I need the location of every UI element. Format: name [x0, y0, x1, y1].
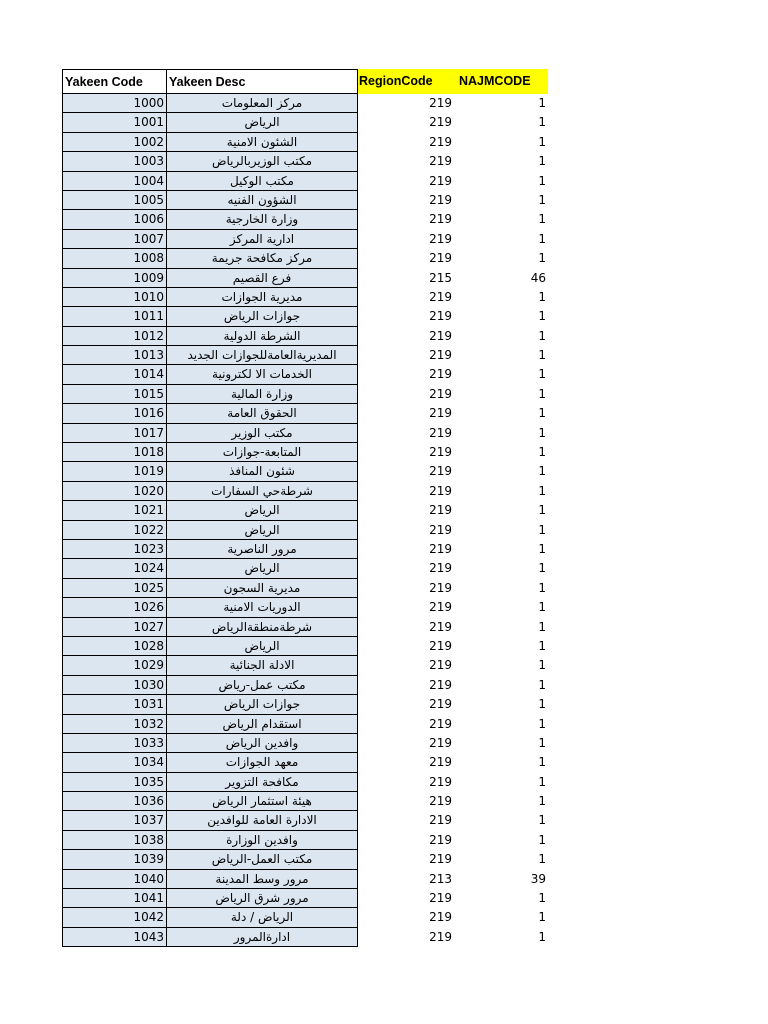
- region-code-cell[interactable]: 219: [429, 96, 452, 110]
- yakeen-desc-cell[interactable]: الرياض / دلة: [167, 908, 358, 927]
- yakeen-code-cell[interactable]: 1024: [62, 559, 167, 578]
- yakeen-code-cell[interactable]: 1038: [62, 831, 167, 850]
- yakeen-desc-cell[interactable]: الرياض: [167, 113, 358, 132]
- region-code-cell[interactable]: 219: [429, 154, 452, 169]
- najm-code-cell[interactable]: 1: [538, 541, 546, 556]
- yakeen-code-cell[interactable]: 1040: [62, 870, 167, 889]
- najm-code-cell[interactable]: 1: [538, 212, 546, 227]
- yakeen-desc-cell[interactable]: مديرية السجون: [167, 579, 358, 598]
- yakeen-desc-cell[interactable]: وزارة المالية: [167, 385, 358, 404]
- najm-code-cell[interactable]: 1: [538, 755, 546, 770]
- region-code-cell[interactable]: 219: [429, 910, 452, 925]
- yakeen-desc-cell[interactable]: مكتب الوزير: [167, 424, 358, 443]
- najm-code-cell[interactable]: 1: [538, 561, 546, 576]
- region-code-cell[interactable]: 219: [429, 638, 452, 653]
- yakeen-desc-cell[interactable]: الرياض: [167, 521, 358, 540]
- yakeen-code-cell[interactable]: 1014: [62, 365, 167, 384]
- yakeen-code-cell[interactable]: 1026: [62, 598, 167, 617]
- najm-code-cell[interactable]: 1: [538, 134, 546, 149]
- region-code-cell[interactable]: 219: [429, 464, 452, 479]
- najm-code-cell[interactable]: 1: [538, 464, 546, 479]
- najm-code-cell[interactable]: 1: [538, 638, 546, 653]
- region-code-cell[interactable]: 219: [429, 134, 452, 149]
- yakeen-desc-cell[interactable]: الرياض: [167, 637, 358, 656]
- yakeen-desc-cell[interactable]: ادارية المركز: [167, 230, 358, 249]
- najm-code-cell[interactable]: 1: [538, 251, 546, 266]
- najm-code-cell[interactable]: 1: [538, 289, 546, 304]
- yakeen-code-cell[interactable]: 1016: [62, 404, 167, 423]
- yakeen-desc-cell[interactable]: مكتب الوكيل: [167, 172, 358, 191]
- najm-code-cell[interactable]: 1: [538, 929, 546, 944]
- region-code-cell[interactable]: 219: [429, 600, 452, 615]
- yakeen-desc-cell[interactable]: مكتب الوزيربالرياض: [167, 152, 358, 171]
- yakeen-code-cell[interactable]: 1028: [62, 637, 167, 656]
- najm-code-cell[interactable]: 1: [538, 483, 546, 498]
- region-code-cell[interactable]: 219: [429, 522, 452, 537]
- najm-code-cell[interactable]: 39: [530, 871, 546, 886]
- yakeen-code-cell[interactable]: 1041: [62, 889, 167, 908]
- yakeen-desc-cell[interactable]: وافدين الرياض: [167, 734, 358, 753]
- yakeen-desc-cell[interactable]: الرياض: [167, 559, 358, 578]
- yakeen-desc-cell[interactable]: جوازات الرياض: [167, 695, 358, 714]
- region-code-cell[interactable]: 219: [429, 716, 452, 731]
- yakeen-desc-cell[interactable]: مركز مكافحة جريمة: [167, 249, 358, 268]
- najm-code-cell[interactable]: 1: [538, 192, 546, 207]
- yakeen-desc-cell[interactable]: استقدام الرياض: [167, 715, 358, 734]
- yakeen-code-cell[interactable]: 1019: [62, 462, 167, 481]
- yakeen-code-cell[interactable]: 1039: [62, 850, 167, 869]
- yakeen-desc-cell[interactable]: مرور وسط المدينة: [167, 870, 358, 889]
- region-code-cell[interactable]: 219: [429, 794, 452, 809]
- najm-code-cell[interactable]: 1: [538, 96, 546, 110]
- yakeen-code-cell[interactable]: 1021: [62, 501, 167, 520]
- najm-code-cell[interactable]: 1: [538, 832, 546, 847]
- yakeen-desc-cell[interactable]: فرع القصيم: [167, 269, 358, 288]
- yakeen-code-cell[interactable]: 1011: [62, 307, 167, 326]
- header-najm-code[interactable]: NAJMCODE: [454, 69, 548, 94]
- najm-code-cell[interactable]: 46: [530, 270, 546, 285]
- region-code-cell[interactable]: 213: [429, 871, 452, 886]
- region-code-cell[interactable]: 219: [429, 328, 452, 343]
- region-code-cell[interactable]: 219: [429, 367, 452, 382]
- yakeen-code-cell[interactable]: 1029: [62, 656, 167, 675]
- region-code-cell[interactable]: 219: [429, 755, 452, 770]
- region-code-cell[interactable]: 219: [429, 289, 452, 304]
- yakeen-code-cell[interactable]: 1010: [62, 288, 167, 307]
- yakeen-desc-cell[interactable]: شرطةحي السفارات: [167, 482, 358, 501]
- yakeen-code-cell[interactable]: 1042: [62, 908, 167, 927]
- yakeen-code-cell[interactable]: 1034: [62, 753, 167, 772]
- yakeen-desc-cell[interactable]: الشرطة الدولية: [167, 327, 358, 346]
- yakeen-code-cell[interactable]: 1015: [62, 385, 167, 404]
- yakeen-desc-cell[interactable]: الادارة العامة للوافدين: [167, 811, 358, 830]
- region-code-cell[interactable]: 219: [429, 309, 452, 324]
- yakeen-desc-cell[interactable]: مكافحة التزوير: [167, 773, 358, 792]
- region-code-cell[interactable]: 219: [429, 115, 452, 130]
- region-code-cell[interactable]: 219: [429, 503, 452, 518]
- yakeen-code-cell[interactable]: 1035: [62, 773, 167, 792]
- yakeen-code-cell[interactable]: 1027: [62, 618, 167, 637]
- yakeen-code-cell[interactable]: 1008: [62, 249, 167, 268]
- yakeen-code-cell[interactable]: 1000: [62, 94, 167, 113]
- yakeen-code-cell[interactable]: 1003: [62, 152, 167, 171]
- region-code-cell[interactable]: 215: [429, 270, 452, 285]
- yakeen-code-cell[interactable]: 1022: [62, 521, 167, 540]
- yakeen-desc-cell[interactable]: مكتب عمل-رياض: [167, 676, 358, 695]
- yakeen-desc-cell[interactable]: هيئة استثمار الرياض: [167, 792, 358, 811]
- najm-code-cell[interactable]: 1: [538, 309, 546, 324]
- najm-code-cell[interactable]: 1: [538, 774, 546, 789]
- region-code-cell[interactable]: 219: [429, 541, 452, 556]
- najm-code-cell[interactable]: 1: [538, 619, 546, 634]
- region-code-cell[interactable]: 219: [429, 735, 452, 750]
- region-code-cell[interactable]: 219: [429, 231, 452, 246]
- region-code-cell[interactable]: 219: [429, 580, 452, 595]
- region-code-cell[interactable]: 219: [429, 212, 452, 227]
- region-code-cell[interactable]: 219: [429, 619, 452, 634]
- najm-code-cell[interactable]: 1: [538, 891, 546, 906]
- yakeen-desc-cell[interactable]: وافدين الوزارة: [167, 831, 358, 850]
- najm-code-cell[interactable]: 1: [538, 425, 546, 440]
- header-yakeen-desc[interactable]: Yakeen Desc: [167, 69, 358, 94]
- region-code-cell[interactable]: 219: [429, 677, 452, 692]
- najm-code-cell[interactable]: 1: [538, 735, 546, 750]
- yakeen-code-cell[interactable]: 1005: [62, 191, 167, 210]
- yakeen-desc-cell[interactable]: الرياض: [167, 501, 358, 520]
- yakeen-code-cell[interactable]: 1018: [62, 443, 167, 462]
- yakeen-desc-cell[interactable]: الشؤون الفنيه: [167, 191, 358, 210]
- najm-code-cell[interactable]: 1: [538, 367, 546, 382]
- yakeen-desc-cell[interactable]: مكتب العمل-الرياض: [167, 850, 358, 869]
- yakeen-desc-cell[interactable]: وزارة الخارجية: [167, 210, 358, 229]
- yakeen-code-cell[interactable]: 1006: [62, 210, 167, 229]
- region-code-cell[interactable]: 219: [429, 697, 452, 712]
- yakeen-desc-cell[interactable]: الادلة الجنائية: [167, 656, 358, 675]
- najm-code-cell[interactable]: 1: [538, 697, 546, 712]
- yakeen-desc-cell[interactable]: مرور شرق الرياض: [167, 889, 358, 908]
- region-code-cell[interactable]: 219: [429, 425, 452, 440]
- yakeen-desc-cell[interactable]: الدوريات الامنية: [167, 598, 358, 617]
- region-code-cell[interactable]: 219: [429, 561, 452, 576]
- yakeen-code-cell[interactable]: 1001: [62, 113, 167, 132]
- najm-code-cell[interactable]: 1: [538, 522, 546, 537]
- najm-code-cell[interactable]: 1: [538, 852, 546, 867]
- najm-code-cell[interactable]: 1: [538, 600, 546, 615]
- region-code-cell[interactable]: 219: [429, 813, 452, 828]
- najm-code-cell[interactable]: 1: [538, 173, 546, 188]
- yakeen-desc-cell[interactable]: المديريةالعامةللجوازات الجديد: [167, 346, 358, 365]
- region-code-cell[interactable]: 219: [429, 173, 452, 188]
- region-code-cell[interactable]: 219: [429, 852, 452, 867]
- najm-code-cell[interactable]: 1: [538, 658, 546, 673]
- najm-code-cell[interactable]: 1: [538, 910, 546, 925]
- najm-code-cell[interactable]: 1: [538, 445, 546, 460]
- yakeen-desc-cell[interactable]: مديرية الجوازات: [167, 288, 358, 307]
- yakeen-code-cell[interactable]: 1037: [62, 811, 167, 830]
- region-code-cell[interactable]: 219: [429, 774, 452, 789]
- region-code-cell[interactable]: 219: [429, 348, 452, 363]
- yakeen-desc-cell[interactable]: شئون المنافذ: [167, 462, 358, 481]
- region-code-cell[interactable]: 219: [429, 891, 452, 906]
- najm-code-cell[interactable]: 1: [538, 115, 546, 130]
- najm-code-cell[interactable]: 1: [538, 794, 546, 809]
- yakeen-desc-cell[interactable]: شرطةمنطقةالرياض: [167, 618, 358, 637]
- najm-code-cell[interactable]: 1: [538, 580, 546, 595]
- yakeen-code-cell[interactable]: 1012: [62, 327, 167, 346]
- header-yakeen-code[interactable]: Yakeen Code: [62, 69, 167, 94]
- yakeen-code-cell[interactable]: 1025: [62, 579, 167, 598]
- region-code-cell[interactable]: 219: [429, 832, 452, 847]
- yakeen-code-cell[interactable]: 1009: [62, 269, 167, 288]
- header-region-code[interactable]: RegionCode: [358, 69, 454, 94]
- yakeen-code-cell[interactable]: 1031: [62, 695, 167, 714]
- yakeen-code-cell[interactable]: 1030: [62, 676, 167, 695]
- yakeen-code-cell[interactable]: 1036: [62, 792, 167, 811]
- najm-code-cell[interactable]: 1: [538, 716, 546, 731]
- region-code-cell[interactable]: 219: [429, 658, 452, 673]
- yakeen-desc-cell[interactable]: ادارةالمرور: [167, 928, 358, 947]
- najm-code-cell[interactable]: 1: [538, 503, 546, 518]
- yakeen-code-cell[interactable]: 1023: [62, 540, 167, 559]
- najm-code-cell[interactable]: 1: [538, 406, 546, 421]
- najm-code-cell[interactable]: 1: [538, 677, 546, 692]
- yakeen-code-cell[interactable]: 1002: [62, 133, 167, 152]
- najm-code-cell[interactable]: 1: [538, 386, 546, 401]
- yakeen-code-cell[interactable]: 1007: [62, 230, 167, 249]
- najm-code-cell[interactable]: 1: [538, 154, 546, 169]
- region-code-cell[interactable]: 219: [429, 445, 452, 460]
- yakeen-code-cell[interactable]: 1017: [62, 424, 167, 443]
- najm-code-cell[interactable]: 1: [538, 813, 546, 828]
- yakeen-code-cell[interactable]: 1004: [62, 172, 167, 191]
- region-code-cell[interactable]: 219: [429, 406, 452, 421]
- yakeen-code-cell[interactable]: 1032: [62, 715, 167, 734]
- yakeen-desc-cell[interactable]: الخدمات الا لكترونية: [167, 365, 358, 384]
- yakeen-code-cell[interactable]: 1033: [62, 734, 167, 753]
- yakeen-desc-cell[interactable]: مركز المعلومات: [167, 94, 358, 113]
- region-code-cell[interactable]: 219: [429, 483, 452, 498]
- najm-code-cell[interactable]: 1: [538, 348, 546, 363]
- yakeen-code-cell[interactable]: 1013: [62, 346, 167, 365]
- yakeen-desc-cell[interactable]: الحقوق العامة: [167, 404, 358, 423]
- region-code-cell[interactable]: 219: [429, 929, 452, 944]
- region-code-cell[interactable]: 219: [429, 192, 452, 207]
- najm-code-cell[interactable]: 1: [538, 328, 546, 343]
- region-code-cell[interactable]: 219: [429, 251, 452, 266]
- yakeen-code-cell[interactable]: 1020: [62, 482, 167, 501]
- yakeen-desc-cell[interactable]: المتابعة-جوازات: [167, 443, 358, 462]
- yakeen-desc-cell[interactable]: جوازات الرياض: [167, 307, 358, 326]
- yakeen-desc-cell[interactable]: مرور الناصرية: [167, 540, 358, 559]
- region-code-cell[interactable]: 219: [429, 386, 452, 401]
- yakeen-code-cell[interactable]: 1043: [62, 928, 167, 947]
- najm-code-cell[interactable]: 1: [538, 231, 546, 246]
- yakeen-desc-cell[interactable]: الشئون الامنية: [167, 133, 358, 152]
- yakeen-desc-cell[interactable]: معهد الجوازات: [167, 753, 358, 772]
